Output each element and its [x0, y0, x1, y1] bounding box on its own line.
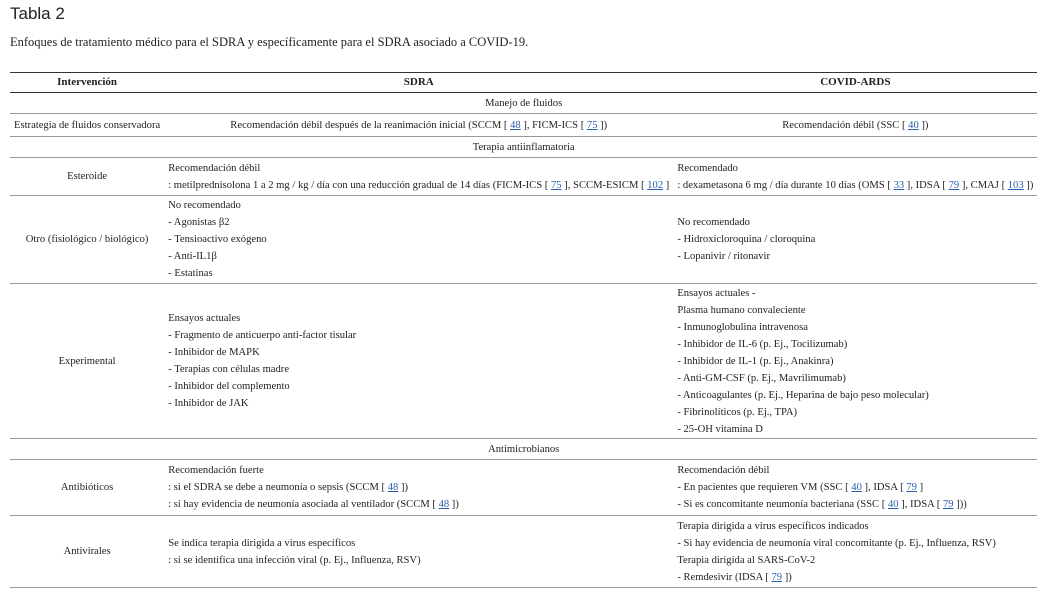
cell-text: ])	[1023, 179, 1034, 191]
cell-text	[168, 479, 669, 496]
cell-text: ])	[449, 499, 459, 510]
list-item: - Fragmento de anticuerpo anti-factor tisular	[168, 330, 357, 341]
cell-sdra-steroid	[164, 158, 673, 196]
header-covid: COVID-ARDS	[673, 73, 1037, 93]
list-item: - Anticoagulantes (p. Ej., Heparina de bajo peso molecular)	[677, 389, 929, 401]
row-label-antivirals: Antivirales	[10, 516, 164, 588]
cell-covid-antibiotics	[673, 460, 1037, 516]
row-label-experimental: Experimental	[10, 284, 164, 439]
reference-link[interactable]: 79	[771, 571, 783, 583]
list-item: - Agonistas β2	[168, 217, 230, 228]
header-row	[10, 73, 1037, 93]
section-row-antiinflammatory	[10, 137, 1037, 158]
cell-text: - En pacientes que requieren VM (SSC [	[677, 482, 852, 493]
list-item: - Inhibidor de MAPK	[168, 347, 260, 358]
cell-covid-other	[673, 196, 1037, 284]
cell-text: ])	[918, 119, 929, 131]
cell-text: ])	[398, 482, 409, 493]
list-item: - Terapias con células madre	[168, 364, 290, 375]
list-item: No recomendado	[677, 217, 750, 228]
reference-link[interactable]: 48	[438, 499, 450, 510]
cell-text: ])	[597, 119, 608, 131]
cell-text: ]	[916, 482, 924, 493]
reference-link[interactable]: 48	[387, 482, 399, 493]
list-item: - Anti-GM-CSF (p. Ej., Mavrilimumab)	[677, 372, 846, 384]
cell-text: ], FICM-ICS [	[520, 119, 587, 131]
list-item: Ensayos actuales -	[677, 287, 756, 299]
cell-covid-experimental	[673, 284, 1037, 439]
cell-covid-antivirals	[673, 516, 1037, 588]
header-intervention: Intervención	[10, 73, 164, 93]
cell-text: : si el SDRA se debe a neumonía o sepsis (SCCM [	[168, 482, 388, 493]
reference-link[interactable]: 102	[647, 179, 664, 191]
reference-link[interactable]: 79	[948, 179, 960, 191]
list-item: Plasma humano convaleciente	[677, 304, 806, 316]
cell-text: Recomendación débil	[677, 465, 770, 476]
cell-text	[677, 479, 1033, 496]
reference-link[interactable]: 79	[906, 482, 917, 493]
cell-sdra-antibiotics	[164, 460, 673, 516]
list-item: - Inhibidor del complemento	[168, 381, 290, 392]
cell-text: Recomendación débil	[168, 162, 261, 174]
list-item: - Inhibidor de IL-1 (p. Ej., Anakinra)	[677, 355, 834, 367]
section-row-fluids	[10, 93, 1037, 114]
table-row-experimental	[10, 284, 1037, 439]
cell-text	[168, 496, 669, 513]
list-item: - Estatinas	[168, 268, 213, 279]
cell-sdra-antivirals	[164, 516, 673, 588]
list-item: - Inmunoglobulina intravenosa	[677, 321, 808, 333]
cell-text: ], IDSA [	[898, 499, 943, 510]
list-item: - Fibrinolíticos (p. Ej., TPA)	[677, 406, 798, 418]
cell-text: Recomendado	[677, 162, 738, 174]
cell-text	[168, 177, 669, 194]
section-label: Terapia antiinflamatoria	[10, 137, 1037, 158]
section-label: Manejo de fluidos	[10, 93, 1037, 114]
list-item: - Hidroxicloroquina / cloroquina	[677, 234, 816, 245]
reference-link[interactable]: 75	[550, 179, 562, 191]
cell-sdra-experimental	[164, 284, 673, 439]
cell-text: ])	[782, 571, 792, 583]
cell-text: Terapia dirigida al SARS-CoV-2	[677, 554, 816, 566]
header-sdra: SDRA	[164, 73, 673, 93]
list-item: - Inhibidor de IL-6 (p. Ej., Tocilizumab)	[677, 338, 848, 350]
cell-sdra-fluids	[164, 114, 673, 137]
list-item: - Anti-IL1β	[168, 251, 217, 262]
cell-text: : si hay evidencia de neumonía asociada al ventilador (SCCM [	[168, 499, 439, 510]
reference-link[interactable]: 103	[1007, 179, 1024, 191]
table-row-steroid	[10, 158, 1037, 196]
table-row-antibiotics	[10, 460, 1037, 516]
cell-text: ]))	[953, 499, 967, 510]
cell-covid-steroid	[673, 158, 1037, 196]
reference-link[interactable]: 40	[887, 499, 899, 510]
cell-text: - Si es concomitante neumonía bacteriana (SSC [	[677, 499, 888, 510]
cell-covid-fluids	[673, 114, 1037, 137]
list-item: No recomendado	[168, 200, 241, 211]
cell-text: Recomendación débil después de la reanimación inicial (SCCM [	[230, 119, 511, 131]
cell-text: ], IDSA [	[861, 482, 907, 493]
cell-text: ]	[663, 179, 670, 191]
list-item: - 25-OH vitamina D	[677, 423, 763, 435]
table-row-other	[10, 196, 1037, 284]
treatment-table	[10, 72, 1037, 588]
cell-text: Recomendación débil (SSC [	[782, 119, 909, 131]
cell-text: Terapia dirigida a virus específicos indicados	[677, 520, 869, 532]
cell-text: : si se identifica una infección viral (p. Ej., Influenza, RSV)	[168, 554, 421, 566]
list-item: - Tensioactivo exógeno	[168, 234, 267, 245]
list-item: Ensayos actuales	[168, 313, 241, 324]
cell-text	[677, 496, 1033, 513]
reference-link[interactable]: 40	[851, 482, 862, 493]
table-row-antivirals	[10, 516, 1037, 588]
cell-sdra-other	[164, 196, 673, 284]
cell-text: : metilprednisolona 1 a 2 mg / kg / día con una reducción gradual de 14 días (FICM-ICS [	[168, 179, 551, 191]
row-label-steroid: Esteroide	[10, 158, 164, 196]
table-caption: Enfoques de tratamiento médico para el SDRA y específicamente para el SDRA asociado a COVID-19.	[10, 35, 529, 49]
cell-text: Se indica terapia dirigida a virus específicos	[168, 537, 356, 549]
cell-text: ], SCCM-ESICM [	[561, 179, 648, 191]
reference-link[interactable]: 79	[942, 499, 954, 510]
section-label: Antimicrobianos	[10, 439, 1037, 460]
cell-text: : dexametasona 6 mg / día durante 10 días (OMS [	[677, 179, 894, 191]
cell-text: ], IDSA [	[904, 179, 949, 191]
table-row-fluids	[10, 114, 1037, 137]
cell-text	[677, 177, 1033, 194]
reference-link[interactable]: 33	[893, 179, 905, 191]
cell-text: ], CMAJ [	[959, 179, 1008, 191]
reference-link[interactable]: 75	[586, 119, 598, 131]
cell-text: - Si hay evidencia de neumonía viral concomitante (p. Ej., Influenza, RSV)	[677, 537, 996, 549]
list-item: - Inhibidor de JAK	[168, 398, 249, 409]
reference-link[interactable]: 48	[510, 119, 521, 131]
table-title: Tabla 2	[10, 4, 65, 23]
row-label-antibiotics: Antibióticos	[10, 460, 164, 516]
section-row-antimicrobials	[10, 439, 1037, 460]
cell-text	[677, 569, 1033, 586]
row-label-other: Otro (fisiológico / biológico)	[10, 196, 164, 284]
row-label-fluids: Estrategia de fluidos conservadora	[10, 114, 164, 137]
cell-text: Recomendación fuerte	[168, 465, 264, 476]
list-item: - Lopanivir / ritonavir	[677, 251, 770, 262]
reference-link[interactable]: 40	[908, 119, 919, 131]
cell-text: - Remdesivir (IDSA [	[677, 571, 772, 583]
